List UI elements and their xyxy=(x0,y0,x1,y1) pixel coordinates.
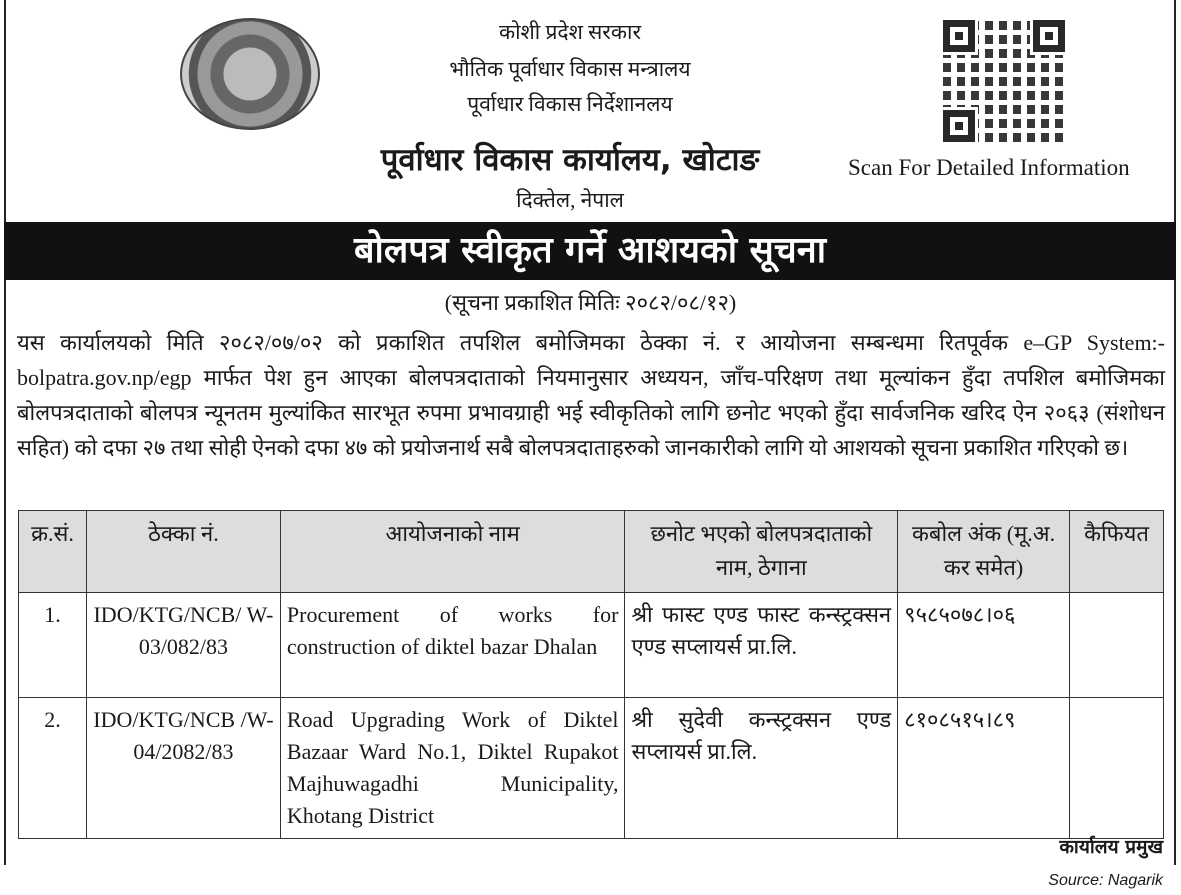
notice-body: यस कार्यालयको मिति २०८२/०७/०२ को प्रकाशित तपशिल बमोजिमका ठेक्का नं. र आयोजना सम्बन्धमा रितपूर्वक e–GP System:-bolpatra.gov.np/egp मार्फत पेश हुन आएका बोलपत्रदाताको नियमानुसार अध्ययन, जाँच-परिक्षण तथा मूल्यांकन हुँदा तपशिल बमोजिमका बोलपत्रदाताको बोलपत्र न्यूनतम मुल्यांकित सारभूत रुपमा प्रभावग्राही भई स्वीकृतिको लागि छनोट भएको हुँदा सार्वजनिक खरिद ऐन २०६३ (संशोधन सहित) को दफा २७ तथा सोही ऐनको दफा ४७ को प्रयोजनार्थ सबै बोलपत्रदाताहरुको जानकारीको लागि यो आशयको सूचना प्रकाशित गरिएको छ। xyxy=(17,330,1165,460)
table-header-row xyxy=(19,511,1164,593)
header-line-2: भौतिक पूर्वाधार विकास मन्त्रालय xyxy=(449,57,691,81)
col-contract: ठेक्का नं. xyxy=(86,511,280,593)
col-amount: कबोल अंक (मू.अ. कर समेत) xyxy=(898,511,1070,593)
cell-bidder: श्री फास्ट एण्ड फास्ट कन्स्ट्रक्सन एण्ड सप्लायर्स प्रा.लि. xyxy=(625,593,898,698)
cell-sn: 2. xyxy=(19,698,87,839)
nepal-emblem-logo xyxy=(180,18,320,130)
office-name: पूर्वाधार विकास कार्यालय, खोटाङ xyxy=(380,142,760,178)
cell-contract: IDO/KTG/NCB /W-04/2082/83 xyxy=(86,698,280,839)
cell-bidder: श्री सुदेवी कन्स्ट्रक्सन एण्ड सप्लायर्स प्रा.लि. xyxy=(625,698,898,839)
table-row xyxy=(19,698,1164,839)
cell-remarks xyxy=(1070,593,1164,698)
cell-amount: ९५८५०७८।०६ xyxy=(898,593,1070,698)
table-row xyxy=(19,593,1164,698)
col-remarks: कैफियत xyxy=(1070,511,1164,593)
cell-sn: 1. xyxy=(19,593,87,698)
cell-remarks xyxy=(1070,698,1164,839)
col-project: आयोजनाको नाम xyxy=(280,511,625,593)
cell-contract: IDO/KTG/NCB/ W-03/082/83 xyxy=(86,593,280,698)
header-line-3: पूर्वाधार विकास निर्देशानलय xyxy=(467,92,673,116)
col-bidder: छनोट भएको बोलपत्रदाताको नाम, ठेगाना xyxy=(625,511,898,593)
cell-project: Procurement of works for construction of diktel bazar Dhalan xyxy=(280,593,625,698)
publication-date: (सूचना प्रकाशित मितिः २०८२/०८/१२) xyxy=(444,290,737,315)
signature-label: कार्यालय प्रमुख xyxy=(1059,836,1163,858)
qr-code-icon[interactable] xyxy=(943,20,1065,142)
office-location: दिक्तेल, नेपाल xyxy=(516,188,624,212)
scan-caption: Scan For Detailed Information xyxy=(848,155,1130,180)
cell-amount: ८१०८५१५।८९ xyxy=(898,698,1070,839)
cell-project: Road Upgrading Work of Diktel Bazaar Ward No.1, Diktel Rupakot Majhuwagadhi Municipality, Khotang District xyxy=(280,698,625,839)
bid-table xyxy=(18,510,1164,839)
col-sn: क्र.सं. xyxy=(19,511,87,593)
header-line-1: कोशी प्रदेश सरकार xyxy=(498,20,642,44)
source-credit: Source: Nagarik xyxy=(1048,872,1163,889)
notice-title: बोलपत्र स्वीकृत गर्ने आशयको सूचना xyxy=(4,222,1176,280)
